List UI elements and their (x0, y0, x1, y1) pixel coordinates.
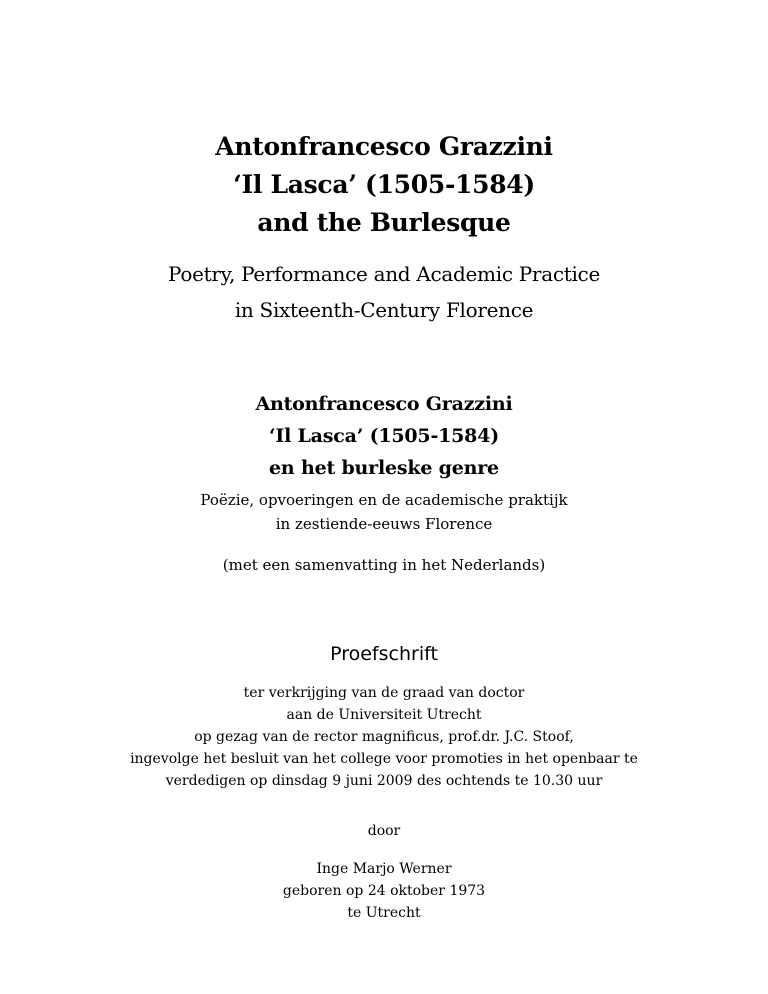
english-title-line: Antonfrancesco Grazzini (215, 132, 553, 161)
degree-line: aan de Universiteit Utrecht (286, 707, 482, 723)
dutch-subtitle (0, 488, 768, 536)
english-subtitle-line: Poetry, Performance and Academic Practice (167, 262, 600, 286)
summary-note: (met een samenvatting in het Nederlands) (222, 556, 546, 574)
dutch-subtitle-line: in zestiende-eeuws Florence (275, 515, 493, 533)
author-birth-date: geboren op 24 oktober 1973 (282, 883, 486, 899)
english-subtitle-line: in Sixteenth-Century Florence (234, 298, 534, 322)
author-birth-place: te Utrecht (347, 905, 421, 921)
dutch-title-line: ‘Il Lasca’ (1505-1584) (268, 425, 500, 447)
degree-statement (0, 682, 768, 792)
dutch-title-line: en het burleske genre (269, 457, 499, 479)
english-title-line: and the Burlesque (257, 208, 511, 237)
degree-line: op gezag van de rector magnificus, prof.dr. J.C. Stoof, (194, 729, 574, 745)
dutch-subtitle-line: Poëzie, opvoeringen en de academische praktijk (200, 491, 568, 509)
by-label: door (367, 823, 401, 839)
dutch-title-line: Antonfrancesco Grazzini (255, 393, 513, 415)
author-block (0, 858, 768, 924)
author-name: Inge Marjo Werner (316, 861, 452, 877)
dutch-title (0, 388, 768, 484)
thesis-label: Proefschrift (330, 643, 438, 665)
degree-line: ter verkrijging van de graad van doctor (243, 685, 525, 701)
english-subtitle (0, 256, 768, 328)
english-title (0, 128, 768, 242)
english-title-line: ‘Il Lasca’ (1505-1584) (233, 170, 535, 199)
degree-line: verdedigen op dinsdag 9 juni 2009 des ochtends te 10.30 uur (165, 773, 603, 789)
degree-line: ingevolge het besluit van het college voor promoties in het openbaar te (130, 751, 638, 767)
